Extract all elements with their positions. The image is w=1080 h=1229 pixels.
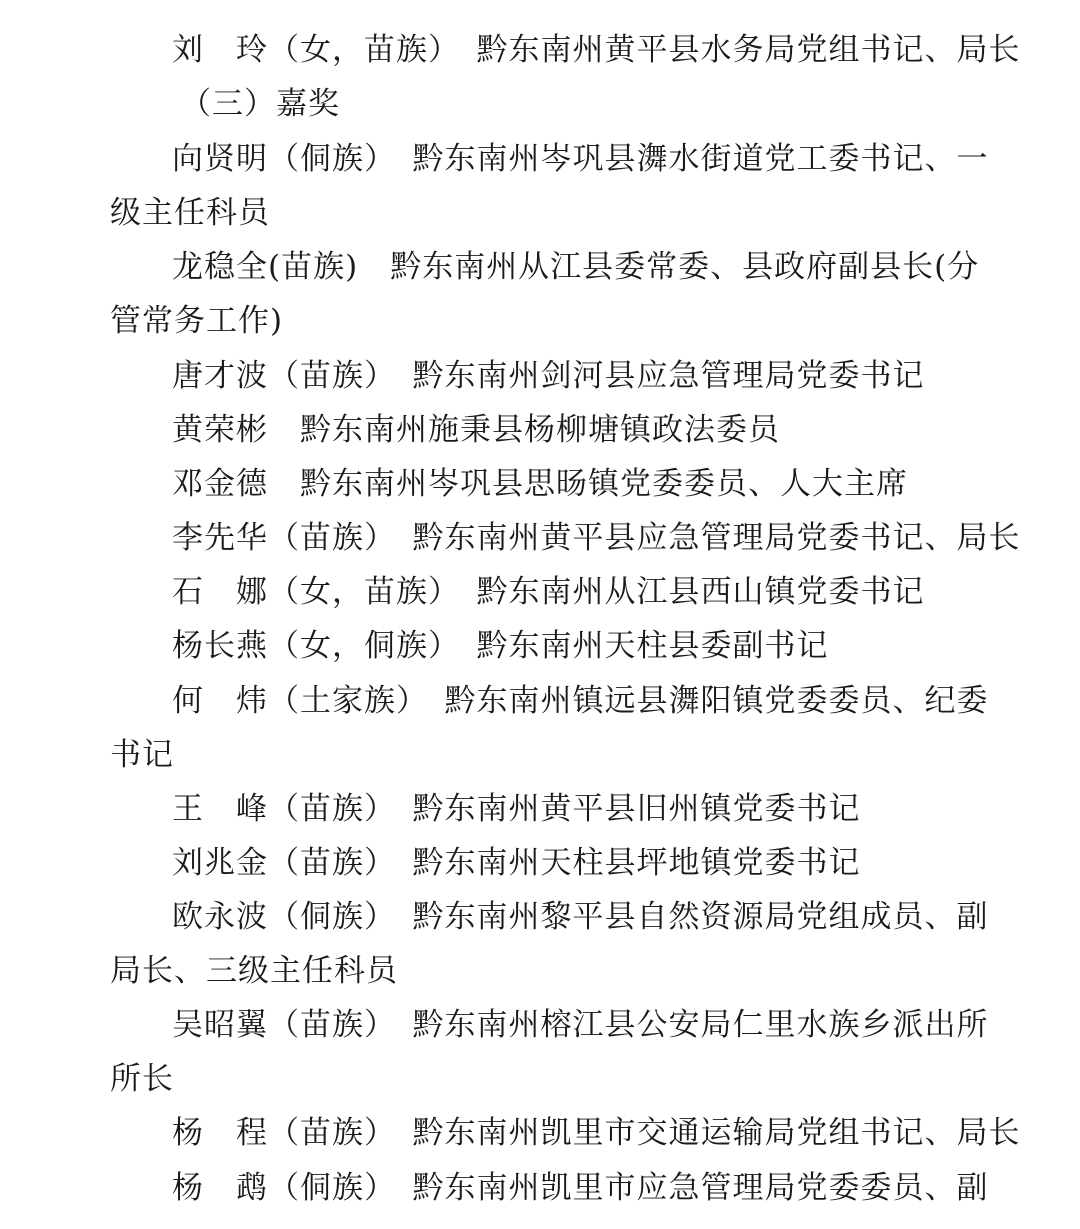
entry-continuation: 级主任科员 bbox=[110, 195, 270, 231]
entry-line: 唐才波（苗族） 黔东南州剑河县应急管理局党委书记 bbox=[172, 358, 925, 394]
entry-continuation: 所长 bbox=[110, 1061, 174, 1097]
entry-line: 杨 鹉（侗族） 黔东南州凯里市应急管理局党委委员、副 bbox=[172, 1170, 989, 1206]
entry-continuation: 书记 bbox=[110, 737, 174, 773]
entry-line: 吴昭翼（苗族） 黔东南州榕江县公安局仁里水族乡派出所 bbox=[172, 1007, 989, 1043]
entry-line: 刘兆金（苗族） 黔东南州天柱县坪地镇党委书记 bbox=[172, 845, 861, 881]
entry-line: 龙稳全(苗族) 黔东南州从江县委常委、县政府副县长(分 bbox=[172, 249, 980, 285]
entry-line: 杨长燕（女，侗族） 黔东南州天柱县委副书记 bbox=[172, 628, 829, 664]
entry-line: 杨 程（苗族） 黔东南州凯里市交通运输局党组书记、局长 bbox=[172, 1115, 1021, 1151]
entry-line: 王 峰（苗族） 黔东南州黄平县旧州镇党委书记 bbox=[172, 791, 861, 827]
entry-line: 李先华（苗族） 黔东南州黄平县应急管理局党委书记、局长 bbox=[172, 520, 1021, 556]
entry-line: 欧永波（侗族） 黔东南州黎平县自然资源局党组成员、副 bbox=[172, 899, 989, 935]
entry-line: 何 炜（土家族） 黔东南州镇远县㵲阳镇党委委员、纪委 bbox=[172, 683, 989, 719]
entry-line: 石 娜（女，苗族） 黔东南州从江县西山镇党委书记 bbox=[172, 574, 925, 610]
entry-continuation: 局长、三级主任科员 bbox=[110, 953, 398, 989]
entry-line: 黄荣彬 黔东南州施秉县杨柳塘镇政法委员 bbox=[172, 412, 780, 448]
entry-continuation: 管常务工作) bbox=[110, 303, 284, 339]
entry-line: 向贤明（侗族） 黔东南州岑巩县㵲水街道党工委书记、一 bbox=[172, 141, 989, 177]
entry-line: 邓金德 黔东南州岑巩县思旸镇党委委员、人大主席 bbox=[172, 466, 908, 502]
section-heading: （三）嘉奖 bbox=[180, 86, 340, 122]
entry-line: 刘 玲（女，苗族） 黔东南州黄平县水务局党组书记、局长 bbox=[172, 32, 1021, 68]
